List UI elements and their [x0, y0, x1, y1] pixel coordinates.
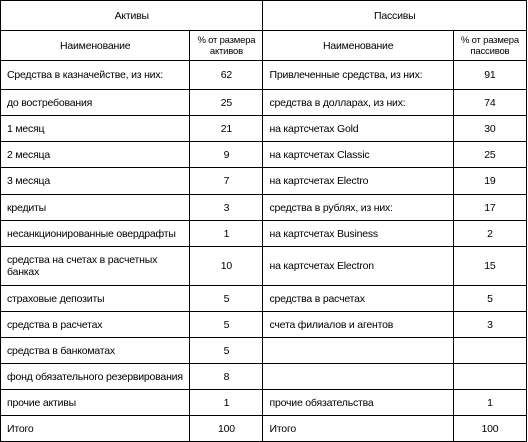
liability-name-cell: на картсчетах Classic — [263, 142, 453, 168]
table-body — [1, 61, 527, 442]
liabilities-pct-header: % от размера пассивов — [453, 31, 526, 61]
liability-name-cell: на картсчетах Gold — [263, 116, 453, 142]
asset-value-cell: 9 — [190, 142, 263, 168]
liability-name-cell: Привлеченные средства, из них: — [263, 61, 453, 90]
asset-value-cell: 8 — [190, 364, 263, 390]
asset-value-cell: 5 — [190, 286, 263, 312]
table-row — [1, 312, 527, 338]
table-row — [1, 286, 527, 312]
asset-name-cell: 1 месяц — [1, 116, 190, 142]
asset-value-cell: 10 — [190, 247, 263, 286]
table-row — [1, 364, 527, 390]
liability-value-cell: 3 — [453, 312, 526, 338]
liability-value-cell: 74 — [453, 90, 526, 116]
liability-name-cell: на картсчетах Electron — [263, 247, 453, 286]
liability-name-cell: счета филиалов и агентов — [263, 312, 453, 338]
table-row — [1, 168, 527, 195]
liability-value-cell: 5 — [453, 286, 526, 312]
assets-name-header: Наименование — [1, 31, 190, 61]
liability-name-cell: средства в рублях, из них: — [263, 195, 453, 221]
asset-value-cell: 7 — [190, 168, 263, 195]
liability-value-cell: 19 — [453, 168, 526, 195]
liability-value-cell: 15 — [453, 247, 526, 286]
asset-name-cell: средства на счетах в расчетных банках — [1, 247, 190, 286]
asset-name-cell: страховые депозиты — [1, 286, 190, 312]
asset-name-cell: средства в расчетах — [1, 312, 190, 338]
table-row — [1, 338, 527, 364]
liability-name-cell: средства в расчетах — [263, 286, 453, 312]
liability-value-cell: 2 — [453, 221, 526, 247]
liability-value-cell: 100 — [453, 416, 526, 442]
liability-name-cell: прочие обязательства — [263, 390, 453, 416]
liability-name-cell — [263, 364, 453, 390]
asset-name-cell: прочие активы — [1, 390, 190, 416]
liability-value-cell: 1 — [453, 390, 526, 416]
asset-name-cell: Итого — [1, 416, 190, 442]
liability-name-cell: на картсчетах Electro — [263, 168, 453, 195]
asset-name-cell: фонд обязательного резервирования — [1, 364, 190, 390]
assets-title: Активы — [1, 1, 263, 31]
table-row — [1, 247, 527, 286]
table-row — [1, 416, 527, 442]
asset-value-cell: 5 — [190, 312, 263, 338]
liabilities-name-header: Наименование — [263, 31, 453, 61]
liability-value-cell — [453, 364, 526, 390]
asset-value-cell: 100 — [190, 416, 263, 442]
liability-value-cell: 91 — [453, 61, 526, 90]
asset-value-cell: 1 — [190, 390, 263, 416]
liability-name-cell — [263, 338, 453, 364]
liability-value-cell — [453, 338, 526, 364]
table-row — [1, 195, 527, 221]
asset-value-cell: 21 — [190, 116, 263, 142]
liability-name-cell: средства в долларах, из них: — [263, 90, 453, 116]
asset-value-cell: 3 — [190, 195, 263, 221]
liability-name-cell: на картсчетах Business — [263, 221, 453, 247]
table-row — [1, 61, 527, 90]
asset-value-cell: 25 — [190, 90, 263, 116]
liability-value-cell: 25 — [453, 142, 526, 168]
table-row — [1, 390, 527, 416]
asset-name-cell: 3 месяца — [1, 168, 190, 195]
assets-pct-header: % от размера активов — [190, 31, 263, 61]
asset-name-cell: до востребования — [1, 90, 190, 116]
asset-value-cell: 5 — [190, 338, 263, 364]
liability-value-cell: 17 — [453, 195, 526, 221]
asset-name-cell: 2 месяца — [1, 142, 190, 168]
table-row — [1, 142, 527, 168]
asset-name-cell: средства в банкоматах — [1, 338, 190, 364]
liability-value-cell: 30 — [453, 116, 526, 142]
asset-name-cell: Средства в казначействе, из них: — [1, 61, 190, 90]
asset-name-cell: кредиты — [1, 195, 190, 221]
asset-value-cell: 62 — [190, 61, 263, 90]
liabilities-title: Пассивы — [263, 1, 527, 31]
liability-name-cell: Итого — [263, 416, 453, 442]
asset-name-cell: несанкционированные овердрафты — [1, 221, 190, 247]
table-row — [1, 90, 527, 116]
asset-value-cell: 1 — [190, 221, 263, 247]
table-row — [1, 116, 527, 142]
table-row — [1, 221, 527, 247]
